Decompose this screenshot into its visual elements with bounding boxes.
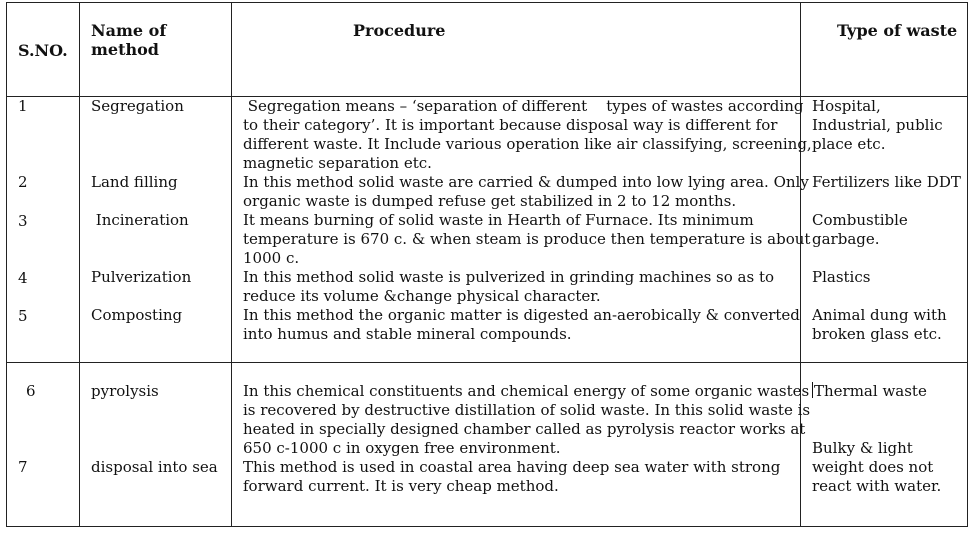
row-method-name: Incineration xyxy=(91,211,189,229)
row-procedure-line: In this method solid waste is pulverized in grinding machines so as to xyxy=(243,268,775,286)
row-procedure-line: This method is used in coastal area having deep sea water with strong xyxy=(243,458,781,476)
row-procedure-line: 650 c-1000 c in oxygen free environment. xyxy=(243,439,561,457)
header-name-line1: Name of xyxy=(91,21,167,40)
header-type-of-waste: Type of waste xyxy=(837,21,958,40)
row-waste-type-line: Combustible xyxy=(812,211,908,229)
row-sno: 7 xyxy=(18,458,28,476)
row-procedure-line: into humus and stable mineral compounds. xyxy=(243,325,572,343)
row-waste-type-line: Bulky & light xyxy=(812,439,913,457)
row-method-name: Land filling xyxy=(91,173,178,191)
column-divider xyxy=(231,2,232,527)
row-waste-type-line: weight does not xyxy=(812,458,934,476)
row-waste-type-line: react with water. xyxy=(812,477,942,495)
row-procedure-line: It means burning of solid waste in Hearth of Furnace. Its minimum xyxy=(243,211,754,229)
row-procedure-line: magnetic separation etc. xyxy=(243,154,432,172)
row-sno: 6 xyxy=(26,382,36,400)
row-procedure-line: reduce its volume &change physical character. xyxy=(243,287,601,305)
row-waste-type-line: Thermal waste xyxy=(814,382,927,400)
column-divider xyxy=(800,2,801,527)
row-sno: 4 xyxy=(18,269,28,287)
row-procedure-line: 1000 c. xyxy=(243,249,300,267)
row-method-name: Segregation xyxy=(91,97,184,115)
row-waste-type-line: Plastics xyxy=(812,268,871,286)
row-procedure-line: to their category’. It is important because disposal way is different for xyxy=(243,116,778,134)
row-method-name: pyrolysis xyxy=(91,382,159,400)
row-method-name: disposal into sea xyxy=(91,458,218,476)
row-procedure-line: forward current. It is very cheap method. xyxy=(243,477,559,495)
row-sno: 1 xyxy=(18,97,28,115)
row-procedure-line: heated in specially designed chamber called as pyrolysis reactor works at xyxy=(243,420,806,438)
row-divider xyxy=(6,362,968,363)
row-waste-type-line: Industrial, public xyxy=(812,116,943,134)
row-waste-type-line: garbage. xyxy=(812,230,880,248)
header-procedure: Procedure xyxy=(353,21,446,40)
header-name-line2: method xyxy=(91,40,159,59)
row-waste-type-line: Animal dung with xyxy=(812,306,947,324)
text-cursor xyxy=(812,382,813,398)
row-procedure-line: Segregation means – ‘separation of different types of wastes according xyxy=(243,97,804,115)
row-procedure-line: In this chemical constituents and chemical energy of some organic wastes xyxy=(243,382,810,400)
row-waste-type-line: place etc. xyxy=(812,135,886,153)
row-sno: 5 xyxy=(18,307,28,325)
row-sno: 2 xyxy=(18,173,28,191)
row-procedure-line: In this method solid waste are carried & dumped into low lying area. Only xyxy=(243,173,809,191)
row-procedure-line: temperature is 670 c. & when steam is produce then temperature is about xyxy=(243,230,811,248)
column-divider xyxy=(79,2,80,527)
row-procedure-line: different waste. It Include various operation like air classifying, screening, xyxy=(243,135,812,153)
header-sno: S.NO. xyxy=(18,41,68,60)
row-procedure-line: is recovered by destructive distillation of solid waste. In this solid waste is xyxy=(243,401,811,419)
row-waste-type-line: Hospital, xyxy=(812,97,881,115)
row-method-name: Pulverization xyxy=(91,268,192,286)
row-method-name: Composting xyxy=(91,306,183,324)
row-waste-type-line: Fertilizers like DDT xyxy=(812,173,961,191)
row-waste-type-cell[interactable] xyxy=(812,382,927,401)
row-procedure-line: In this method the organic matter is digested an-aerobically & converted xyxy=(243,306,800,324)
row-waste-type-line: broken glass etc. xyxy=(812,325,942,343)
row-sno: 3 xyxy=(18,212,28,230)
row-procedure-line: organic waste is dumped refuse get stabilized in 2 to 12 months. xyxy=(243,192,737,210)
